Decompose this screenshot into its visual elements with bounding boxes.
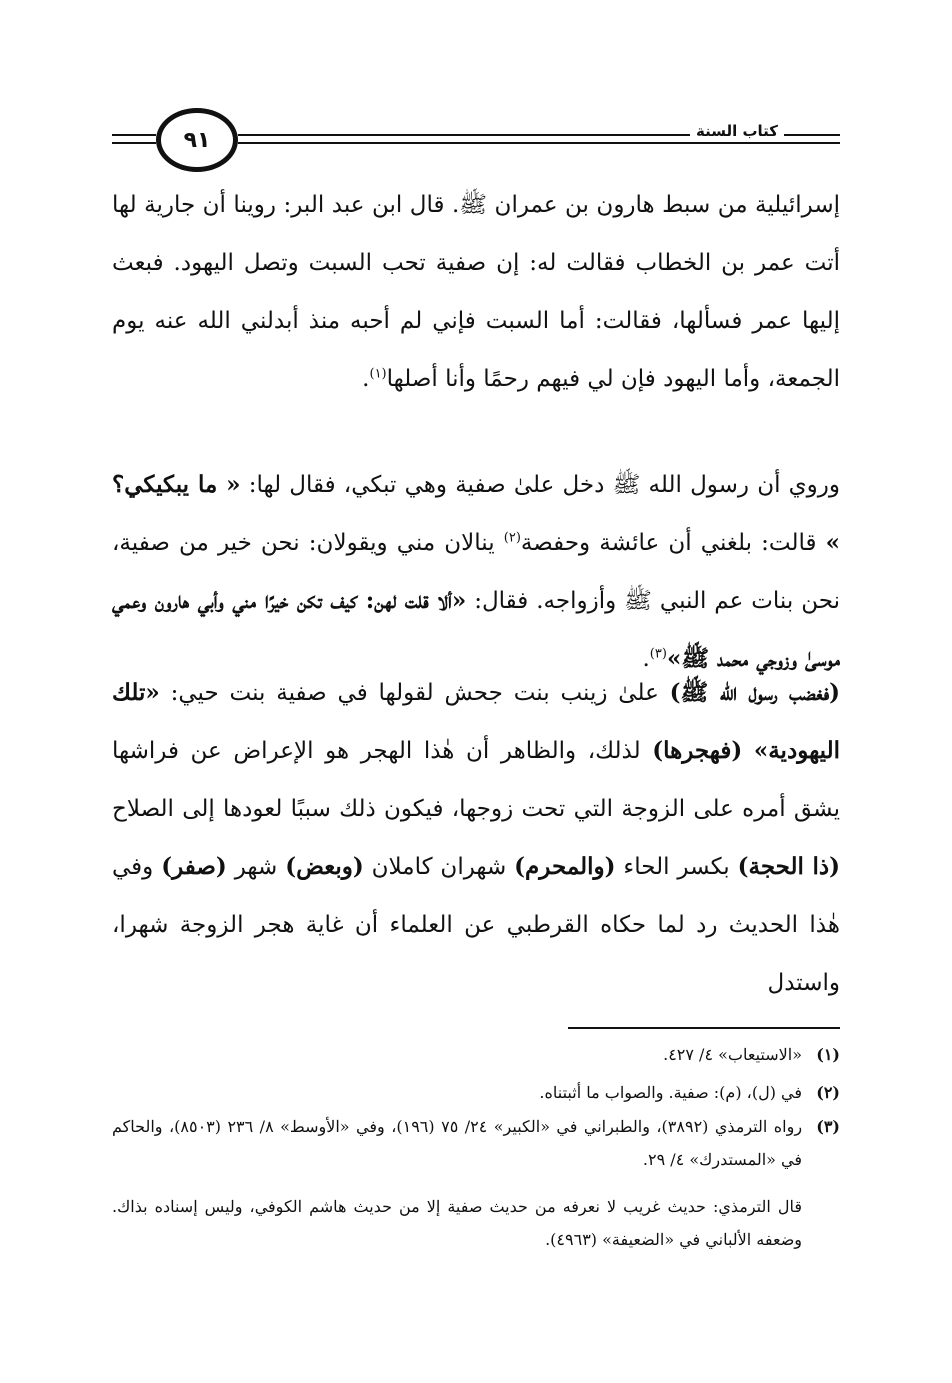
paragraph-1-text: إسرائيلية من سبط هارون بن عمران ﷺ. قال ابن عبد البر: روينا أن جارية لها أتت عمر بن الخطاب فقالت له: إن صفية تحب السبت وتصل اليهود. فبعث إليها عمر فسألها، فقالت: أما السبت فإني لم أحبه منذ أبدلني الله عنه يوم الجمعة، وأما اليهود فإن لي فيهم رحمًا وأنا أصلها [112, 192, 840, 392]
paragraph-3-text: بكسر الحاء [615, 854, 738, 880]
matn-term: (فغضب رسول الله ﷺ) [669, 679, 840, 706]
quote-ala-qulti: «ألا قلت لهن: كيف تكن خيرًا مني وأبي هارون وعمي موسىٰ وزوجي محمد ﷺ» [112, 587, 840, 672]
paragraph-3-text: شهران كاملان [363, 854, 515, 880]
footnote-number: (٣) [816, 1117, 840, 1136]
paragraph-2-text: ينالان مني ويقولان: نحن خير من صفية، نحن بنات عم النبي ﷺ وأزواجه. فقال: [112, 530, 840, 614]
footnote-number: (١) [816, 1045, 840, 1064]
footnotes [112, 1038, 840, 1256]
header-rule [112, 134, 156, 136]
footnote-number [802, 1190, 840, 1256]
paragraph-3-text [742, 738, 754, 764]
paragraph-1-end: . [362, 366, 370, 392]
paragraph-3-text: لذلك، والظاهر أن هٰذا الهجر هو الإعراض عن فراشها يشق أمره على الزوجة التي تحت زوجها، فيكون ذلك سببًا لعودها إلى الصلاح [112, 738, 840, 822]
footnote-3-continuation [112, 1190, 840, 1256]
footnote-text: «الاستيعاب» ٤/ ٤٢٧. [663, 1045, 802, 1064]
footnote-1 [112, 1038, 840, 1076]
paragraph-2-text: قالت: بلغني أن عائشة وحفصة [520, 530, 826, 556]
matn-term: (وبعض) [285, 853, 364, 880]
header-rule [238, 142, 840, 144]
paragraph-2-text: وروي أن رسول الله ﷺ دخل علىٰ صفية وهي تبكي، فقال لها: [240, 472, 841, 498]
footnote-3 [112, 1110, 840, 1190]
footnote-separator [568, 1027, 840, 1029]
matn-term: (صفر) [161, 853, 227, 880]
footnote-number: (٢) [816, 1083, 840, 1102]
book-title: كتاب السنة [690, 122, 784, 140]
paragraph-2-end: . [642, 646, 650, 672]
footnote-ref-1: (١) [369, 366, 387, 382]
main-text [112, 176, 841, 996]
matn-term: (ذا الحجة) [737, 853, 841, 880]
paragraph-3 [112, 664, 841, 996]
paragraph-1 [112, 176, 840, 456]
matn-term: (فهجرها) [652, 737, 743, 764]
paragraph-3-text: علىٰ زينب بنت جحش لقولها في صفية بنت حيي: [159, 680, 670, 706]
matn-term: (والمحرم) [514, 853, 616, 880]
footnote-2 [112, 1076, 840, 1110]
paragraph-3-text: شهر [226, 854, 286, 880]
footnote-ref-2: (٢) [503, 530, 521, 546]
quote-ma-yubkiki: « ما يبكيكي؟ » [112, 471, 840, 556]
footnote-text: قال الترمذي: حديث غريب لا نعرفه من حديث صفية إلا من حديث هاشم الكوفي، وليس إسناده بذاك. وضعفه الألباني في «الضعيفة» (٤٩٦٣). [112, 1197, 802, 1249]
paragraph-2 [112, 456, 841, 672]
paragraph-3-text: وفي هٰذا الحديث رد لما حكاه القرطبي عن العلماء أن غاية هجر الزوجة شهرا، واستدل [112, 854, 840, 996]
page-number: ٩١ [156, 108, 238, 172]
page-header [112, 108, 840, 168]
footnote-ref-3: (٣) [649, 646, 667, 662]
footnote-text: رواه الترمذي (٣٨٩٢)، والطبراني في «الكبير» ٢٤/ ٧٥ (١٩٦)، وفي «الأوسط» ٨/ ٢٣٦ (٨٥٠٣)، والحاكم في «المستدرك» ٤/ ٢٩. [112, 1117, 803, 1169]
footnote-text: في (ل)، (م): صفية. والصواب ما أثبتناه. [539, 1083, 802, 1102]
header-rule [112, 142, 156, 144]
matn-term: «تلك اليهودية» [112, 679, 841, 764]
